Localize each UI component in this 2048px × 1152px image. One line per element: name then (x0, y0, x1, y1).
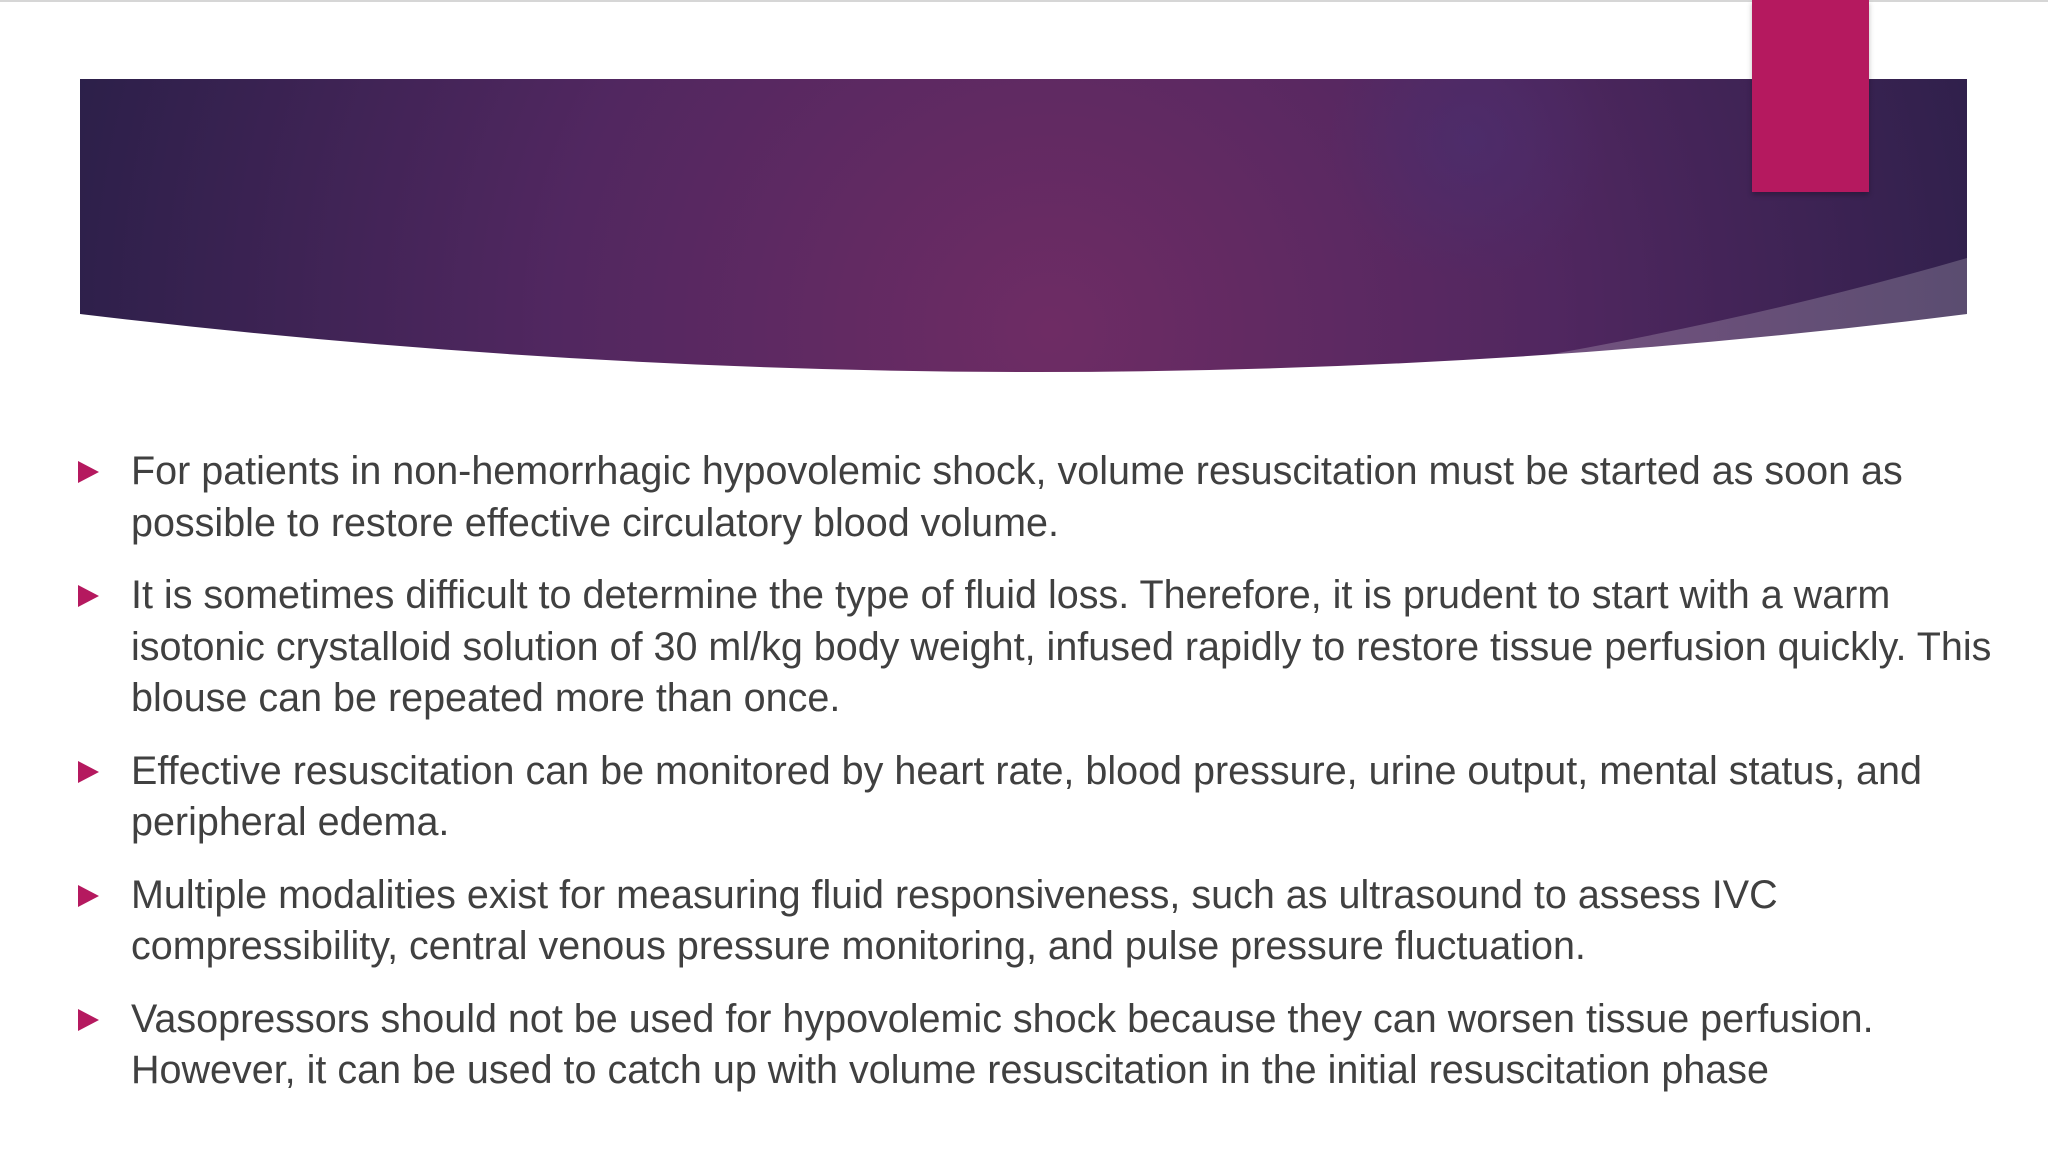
bullet-item (0, 746, 2048, 849)
bullet-item (0, 570, 2048, 725)
triangle-right-icon (78, 585, 99, 607)
triangle-right-icon (78, 1009, 99, 1031)
bullet-list (0, 446, 2048, 1118)
bullet-text: For patients in non-hemorrhagic hypovolemic shock, volume resuscitation must be started as soon as possible to restore effective circulatory blood volume. (131, 449, 1903, 545)
bullet-item (0, 994, 2048, 1097)
banner-glow (80, 79, 1967, 372)
title-banner (0, 0, 2048, 400)
bullet-item (0, 446, 2048, 549)
triangle-right-icon (78, 761, 99, 783)
accent-tab (1752, 0, 1869, 192)
bullet-text: Effective resuscitation can be monitored by heart rate, blood pressure, urine output, mental status, and peripheral edema. (131, 748, 1922, 844)
bullet-item (0, 870, 2048, 973)
bullet-text: It is sometimes difficult to determine the type of fluid loss. Therefore, it is prudent to start with a warm isotonic crystalloid solution of 30 ml/kg body weight, infused rapidly to restore tissue perfusion quickly. This blouse can be repeated more than once. (131, 573, 1992, 720)
triangle-right-icon (78, 461, 99, 483)
bullet-text: Multiple modalities exist for measuring fluid responsiveness, such as ultrasound to assess IVC compressibility, central venous pressure monitoring, and pulse pressure fluctuation. (131, 872, 1778, 968)
bullet-text: Vasopressors should not be used for hypovolemic shock because they can worsen tissue perfusion. However, it can be used to catch up with volume resuscitation in the initial resuscitation phase (131, 996, 1874, 1092)
triangle-right-icon (78, 885, 99, 907)
